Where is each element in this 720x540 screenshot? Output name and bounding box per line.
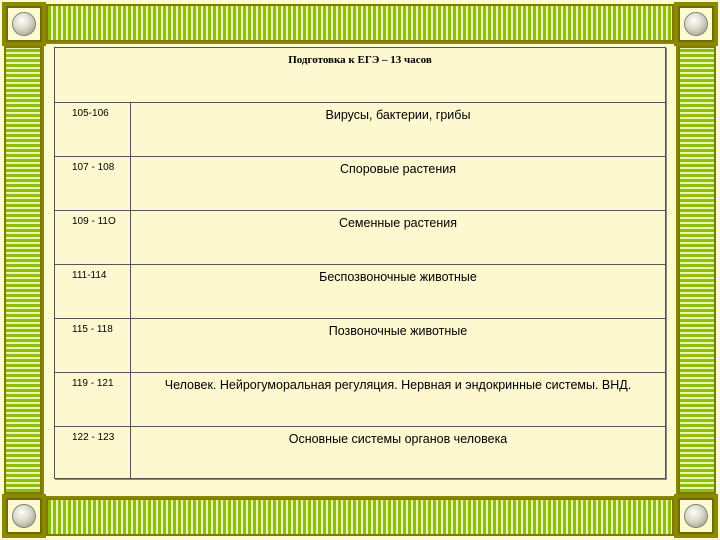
corner-ornament-bottom-right xyxy=(674,494,718,538)
topic-cell: Позвоночные животные xyxy=(328,324,468,338)
table-row xyxy=(55,103,665,157)
decorative-band-right xyxy=(678,46,716,494)
round-knob-icon xyxy=(685,505,707,527)
topic-cell: Беспозвоночные животные xyxy=(319,270,477,284)
corner-ornament-bottom-left xyxy=(2,494,46,538)
topic-cell: Семенные растения xyxy=(338,216,458,230)
frame-border-right xyxy=(676,46,678,494)
decorative-band-top xyxy=(46,4,674,42)
decorative-band-left xyxy=(4,46,42,494)
lesson-numbers-cell: 122 - 123 xyxy=(55,427,131,479)
lesson-numbers-cell: 105-106 xyxy=(55,103,131,156)
lesson-numbers-cell: 107 - 108 xyxy=(55,157,131,210)
round-knob-icon xyxy=(13,505,35,527)
corner-ornament-top-right xyxy=(674,2,718,46)
table-row xyxy=(55,211,665,265)
lesson-numbers-cell: 115 - 118 xyxy=(55,319,131,372)
topic-cell: Вирусы, бактерии, грибы xyxy=(325,108,471,122)
lesson-plan-table xyxy=(54,47,666,479)
round-knob-icon xyxy=(13,13,35,35)
topic-cell: Основные системы органов человека xyxy=(288,432,508,446)
lesson-numbers-cell: 119 - 121 xyxy=(55,373,131,426)
frame-border-top xyxy=(46,42,674,44)
frame-border-bottom xyxy=(46,496,674,498)
lesson-numbers-cell: 111-114 xyxy=(55,265,131,318)
table-row xyxy=(55,427,665,479)
round-knob-icon xyxy=(685,13,707,35)
decorative-band-bottom xyxy=(46,498,674,536)
table-header: Подготовка к ЕГЭ – 13 часов xyxy=(55,48,665,103)
lesson-numbers-cell: 109 - 11О xyxy=(55,211,131,264)
topic-cell: Человек. Нейрогуморальная регуляция. Нервная и эндокринные системы. ВНД. xyxy=(164,378,632,392)
frame-border-left xyxy=(42,46,44,494)
table-row xyxy=(55,373,665,427)
topic-cell: Споровые растения xyxy=(339,162,457,176)
table-row xyxy=(55,157,665,211)
table-row xyxy=(55,265,665,319)
table-row xyxy=(55,319,665,373)
corner-ornament-top-left xyxy=(2,2,46,46)
